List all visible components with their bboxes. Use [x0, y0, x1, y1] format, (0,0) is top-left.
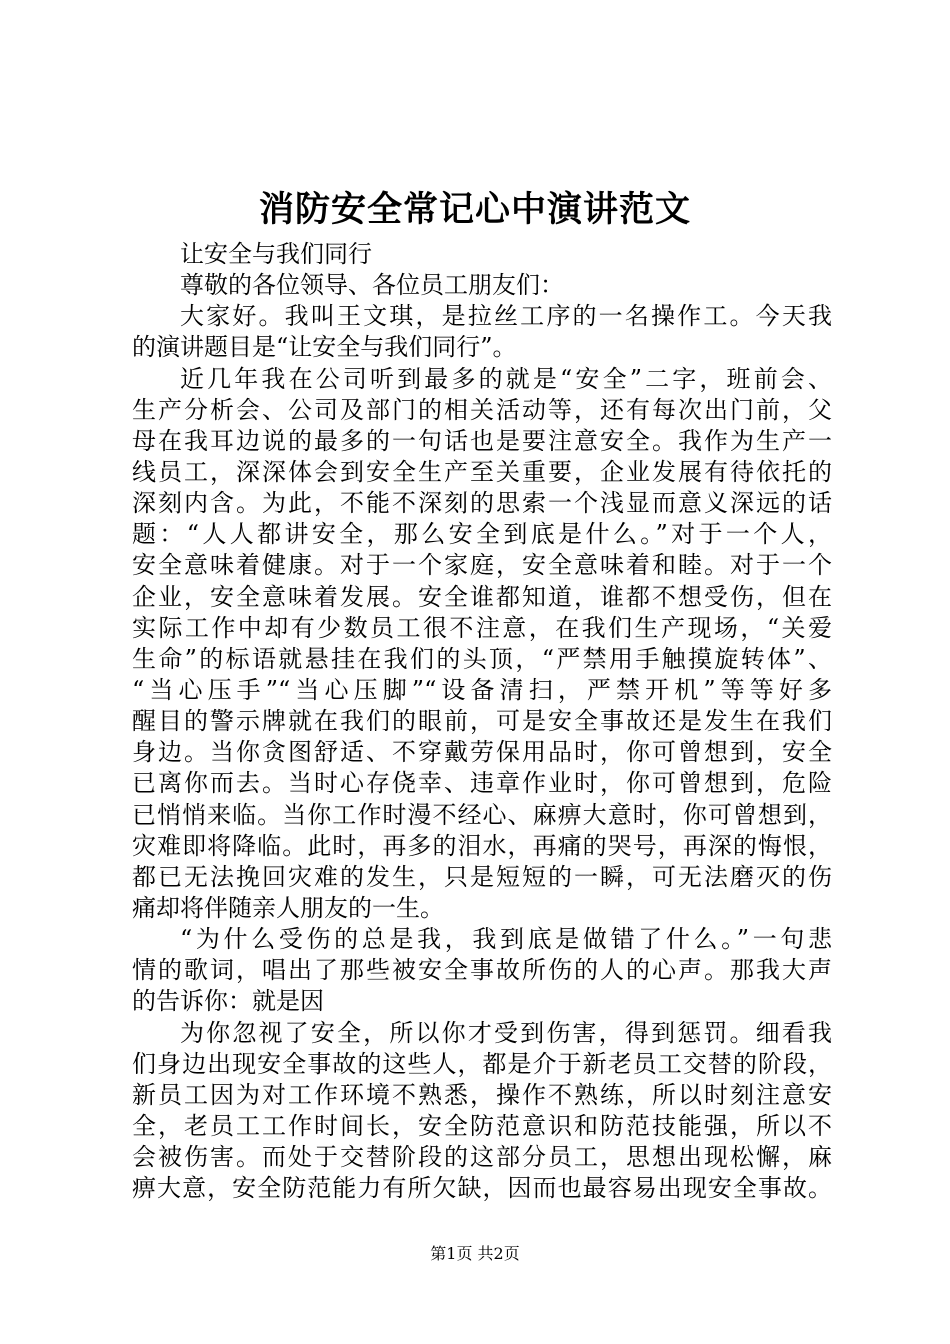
- document-body: [132, 239, 832, 1204]
- text-line: 大家好。我叫王文琪，是拉丝工序的一名操作工。今天我: [180, 302, 832, 331]
- text-line: 的告诉你：就是因: [132, 987, 324, 1016]
- text-line: 们身边出现安全事故的这些人，都是介于新老员工交替的阶段，: [132, 1049, 832, 1078]
- text-line: 线员工，深深体会到安全生产至关重要，企业发展有待依托的: [132, 457, 832, 486]
- text-line: 的演讲题目是“让安全与我们同行”。: [132, 333, 517, 362]
- text-line: 母在我耳边说的最多的一句话也是要注意安全。我作为生产一: [132, 426, 832, 455]
- text-line: 尊敬的各位领导、各位员工朋友们：: [180, 271, 564, 300]
- page-footer: 第1页 共2页: [430, 1244, 520, 1263]
- text-line: 生产分析会、公司及部门的相关活动等，还有每次出门前，父: [132, 395, 832, 424]
- text-line: 痛却将伴随亲人朋友的一生。: [132, 893, 444, 922]
- text-line: 近几年我在公司听到最多的就是“安全”二字，班前会、: [180, 364, 832, 393]
- text-line: “当心压手”“当心压脚”“设备清扫，严禁开机”等等好多: [132, 675, 832, 704]
- text-line: 深刻内含。为此，不能不深刻的思索一个浅显而意义深远的话: [132, 489, 832, 518]
- text-line: 为你忽视了安全，所以你才受到伤害，得到惩罚。细看我: [180, 1018, 832, 1047]
- text-line: 情的歌词，唱出了那些被安全事故所伤的人的心声。那我大声: [132, 956, 832, 985]
- text-line: 生命”的标语就悬挂在我们的头顶，“严禁用手触摸旋转体”、: [132, 644, 832, 673]
- text-line: “为什么受伤的总是我，我到底是做错了什么。”一句悲: [180, 925, 832, 954]
- text-line: 身边。当你贪图舒适、不穿戴劳保用品时，你可曾想到，安全: [132, 738, 832, 767]
- text-line: 全，老员工工作时间长，安全防范意识和防范技能强，所以不: [132, 1111, 832, 1140]
- document-title: 消防安全常记心中演讲范文: [258, 189, 691, 230]
- text-line: 痹大意，安全防范能力有所欠缺，因而也最容易出现安全事故。: [132, 1174, 832, 1203]
- text-line: 新员工因为对工作环境不熟悉，操作不熟练，所以时刻注意安: [132, 1080, 832, 1109]
- text-line: 让安全与我们同行: [180, 240, 372, 268]
- text-line: 已悄悄来临。当你工作时漫不经心、麻痹大意时，你可曾想到，: [132, 800, 832, 829]
- text-line: 已离你而去。当时心存侥幸、违章作业时，你可曾想到，危险: [132, 769, 832, 798]
- text-line: 醒目的警示牌就在我们的眼前，可是安全事故还是发生在我们: [132, 707, 832, 736]
- text-line: 题：“人人都讲安全，那么安全到底是什么。”对于一个人，: [132, 520, 832, 549]
- text-line: 都已无法挽回灾难的发生，只是短短的一瞬，可无法磨灭的伤: [132, 862, 832, 891]
- text-line: 灾难即将降临。此时，再多的泪水，再痛的哭号，再深的悔恨，: [132, 831, 832, 860]
- text-line: 会被伤害。而处于交替阶段的这部分员工，思想出现松懈，麻: [132, 1143, 832, 1172]
- text-line: 安全意味着健康。对于一个家庭，安全意味着和睦。对于一个: [132, 551, 832, 580]
- text-line: 企业，安全意味着发展。安全谁都知道，谁都不想受伤，但在: [132, 582, 832, 611]
- text-line: 实际工作中却有少数员工很不注意，在我们生产现场，“关爱: [132, 613, 832, 642]
